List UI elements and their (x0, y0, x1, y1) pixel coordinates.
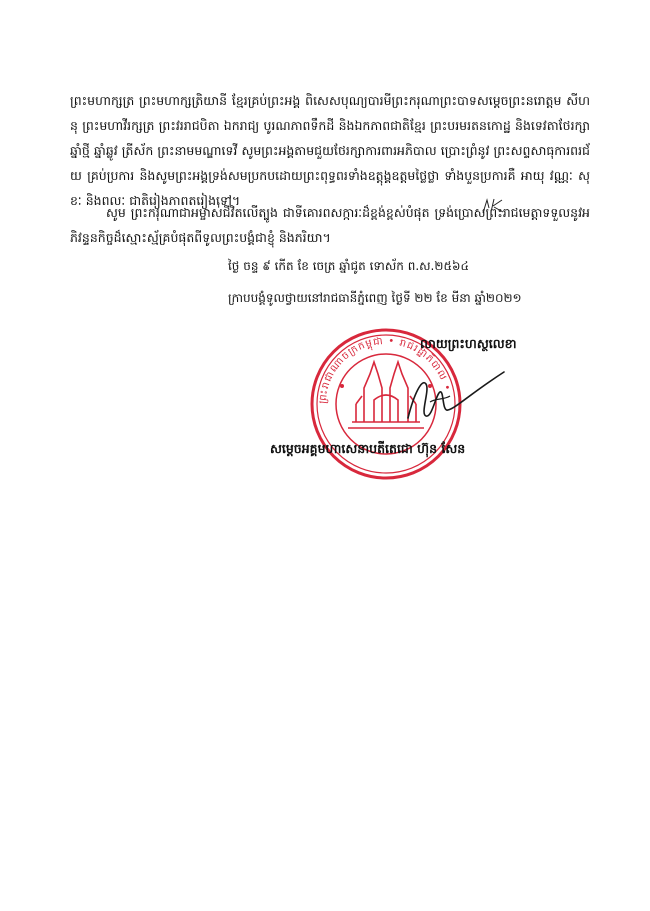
letter-paragraph-2 (70, 200, 590, 252)
seal-ring-text: ព្រះរាជាណាចក្រកម្ពុជា • រាជរដ្ឋាភិបាល • (317, 335, 453, 405)
handwritten-signature (400, 364, 508, 428)
signature-title: លាយព្រះហស្ថលេខា (420, 336, 517, 351)
signer-name: សម្តេចអគ្គមហាសេនាបតីតេជោ ហ៊ុន សែន (270, 441, 466, 456)
paragraph-1-text: ព្រះមហាក្សត្រ ព្រះមហាក្សត្រិយានី ខ្មែរគ្រប់ព្រះអង្គ ពិសេសបុណ្យបារមីព្រះករុណាព្រះបាទសម្តេចព្រះនរោត្តម សីហនុ ព្រះមហាវីរក្សត្រ ព្រះវររាជបិតា ឯករាជ្យ បូរណភាពទឹកដី និងឯកភាពជាតិខ្មែរ ព្រះបរមរតនកោដ្ឋ និងទេវតាថែរក្សាឆ្នាំថ្មី ឆ្នាំឆ្លូវ ត្រីស័ក ព្រះនាមមណ្ឌាទេវី សូមព្រះអង្គតាមជួយថែរក្សាការពារអភិបាល ប្រោះព្រំនូវ ព្រះសព្ទសាធុការពរជ័យ គ្រប់ប្រការ និងសូមព្រះអង្គទ្រង់សមប្រកបដោយព្រះពុទ្ធពរទាំងឧត្តុង្គឧត្តមថ្លៃថ្លា ទាំងបួនប្រការគឺ អាយុ វណ្ណៈ សុខៈ និងពលៈ ជាតិរៀងភាពតរៀងទៅ។ (70, 93, 590, 208)
letter-paragraph-1 (70, 88, 590, 208)
place-date-line: ក្រាបបង្គំទូលថ្វាយនៅរាជធានីភ្នំពេញ ថ្ងៃទី ២២ ខែ មីនា ឆ្នាំ២០២១ (228, 291, 522, 305)
paragraph-2-text: សូម ព្រះករុណាជាអម្ចាស់ជីវិតលើត្បូង ជាទីគោរពសក្ការៈដ៏ខ្ពង់ខ្ពស់បំផុត ទ្រង់ប្រោសព្រះរាជមេត្តាទទួលនូវអភិវន្ទនកិច្ចដ៏ស្មោះស្ម័គ្របំផុតពីទូលព្រះបង្គំជាខ្ញុំ និងភរិយា។ (70, 205, 590, 245)
handwritten-initials (480, 196, 506, 216)
lunar-date-line: ថ្ងៃ ចន្ទ ៩ កើត ខែ ចេត្រ ឆ្នាំជូត ទោស័ក ព.ស.២៥៦៤ (228, 259, 469, 273)
